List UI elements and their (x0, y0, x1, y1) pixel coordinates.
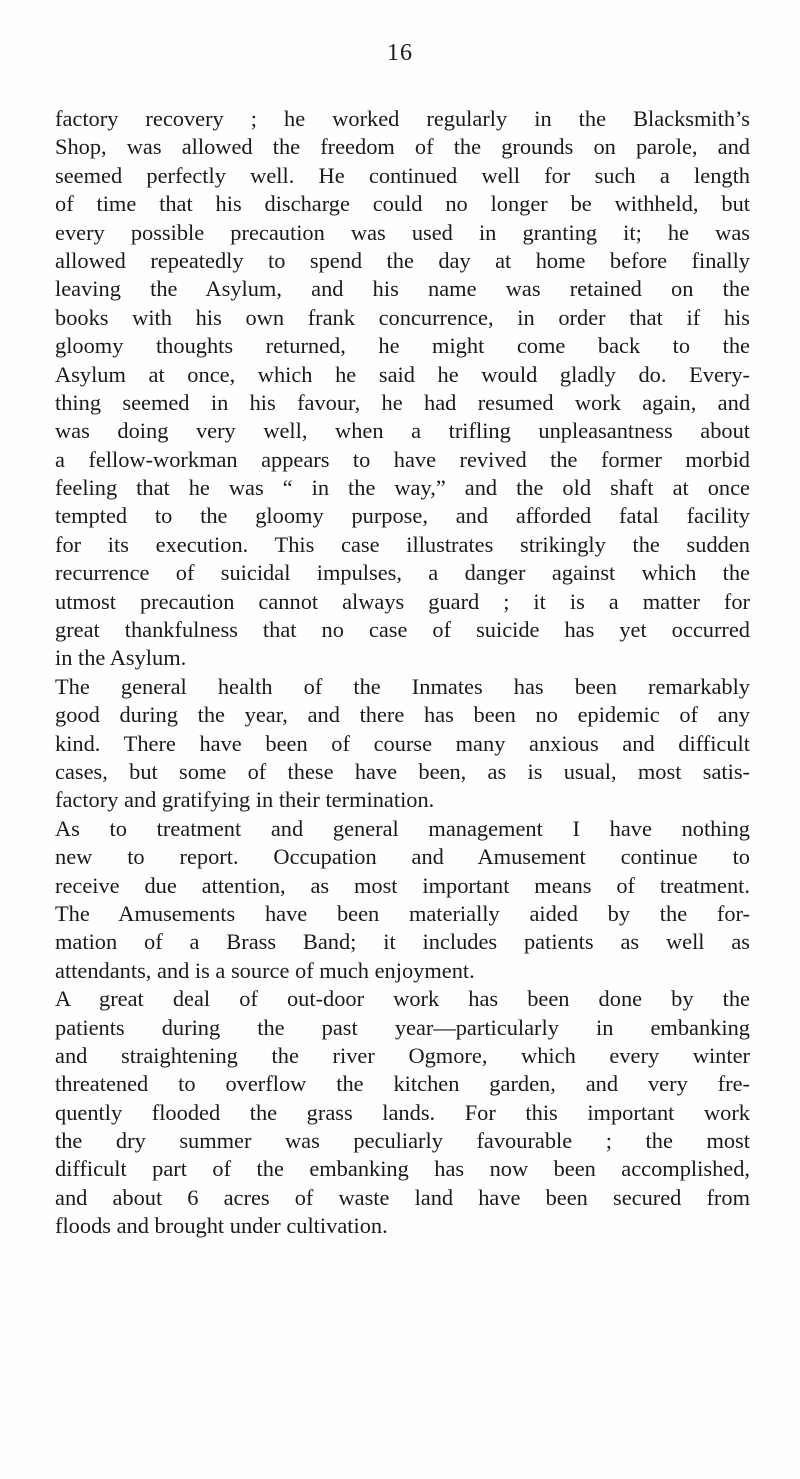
text-line: cases, but some of these have been, as is usual, most satis- (55, 758, 750, 784)
text-line: patients during the past year—particularly in embanking (55, 1014, 750, 1040)
text-line: attendants, and is a source of much enjoyment. (55, 957, 475, 983)
text-line: a fellow-workman appears to have revived the former morbid (55, 446, 750, 472)
text-line: Shop, was allowed the freedom of the grounds on parole, and (55, 134, 750, 160)
text-line: and about 6 acres of waste land have been secured from (55, 1184, 750, 1210)
text-line: The Amusements have been materially aided by the for- (55, 900, 750, 926)
text-line: new to report. Occupation and Amusement continue to (55, 844, 750, 870)
text-line: great thankfulness that no case of suicide has yet occurred (55, 617, 750, 643)
text-line: recurrence of suicidal impulses, a danger against which the (55, 560, 750, 586)
text-line: kind. There have been of course many anxious and difficult (55, 730, 750, 756)
text-line: utmost precaution cannot always guard ; it is a matter for (55, 588, 750, 614)
text-line: threatened to overflow the kitchen garden, and very fre- (55, 1071, 750, 1097)
text-line: allowed repeatedly to spend the day at home before finally (55, 247, 750, 273)
text-line: tempted to the gloomy purpose, and afforded fatal facility (55, 503, 750, 529)
body-text (55, 105, 750, 1241)
page-number: 16 (387, 40, 413, 66)
text-line: for its execution. This case illustrates strikingly the sudden (55, 531, 750, 557)
text-line: the dry summer was peculiarly favourable ; the most (55, 1128, 750, 1154)
text-line: mation of a Brass Band; it includes patients as well as (55, 929, 750, 955)
text-line: books with his own frank concurrence, in order that if his (55, 304, 750, 330)
text-line: of time that his discharge could no longer be withheld, but (55, 191, 750, 217)
text-line: floods and brought under cultivation. (55, 1213, 388, 1239)
text-line: gloomy thoughts returned, he might come back to the (55, 333, 750, 359)
text-line: quently flooded the grass lands. For this important work (55, 1099, 750, 1125)
text-line: in the Asylum. (55, 645, 187, 671)
text-line: thing seemed in his favour, he had resumed work again, and (55, 389, 750, 415)
text-line: every possible precaution was used in granting it; he was (55, 219, 750, 245)
text-line: The general health of the Inmates has been remarkably (55, 673, 750, 699)
text-line: Asylum at once, which he said he would gladly do. Every- (55, 361, 750, 387)
text-line: and straightening the river Ogmore, which every winter (55, 1042, 750, 1068)
text-line: was doing very well, when a trifling unpleasantness about (55, 418, 750, 444)
text-line: seemed perfectly well. He continued well for such a length (55, 162, 750, 188)
text-line: leaving the Asylum, and his name was retained on the (55, 276, 750, 302)
text-line: As to treatment and general management I have nothing (55, 815, 750, 841)
text-line: difficult part of the embanking has now been accomplished, (55, 1156, 750, 1182)
text-line: factory and gratifying in their termination. (55, 787, 435, 813)
text-line: feeling that he was “ in the way,” and the old shaft at once (55, 475, 750, 501)
text-line: factory recovery ; he worked regularly in the Blacksmith’s (55, 106, 750, 131)
text-line: A great deal of out-door work has been done by the (55, 986, 750, 1012)
text-line: receive due attention, as most important means of treatment. (55, 872, 750, 898)
text-line: good during the year, and there has been no epidemic of any (55, 702, 750, 728)
